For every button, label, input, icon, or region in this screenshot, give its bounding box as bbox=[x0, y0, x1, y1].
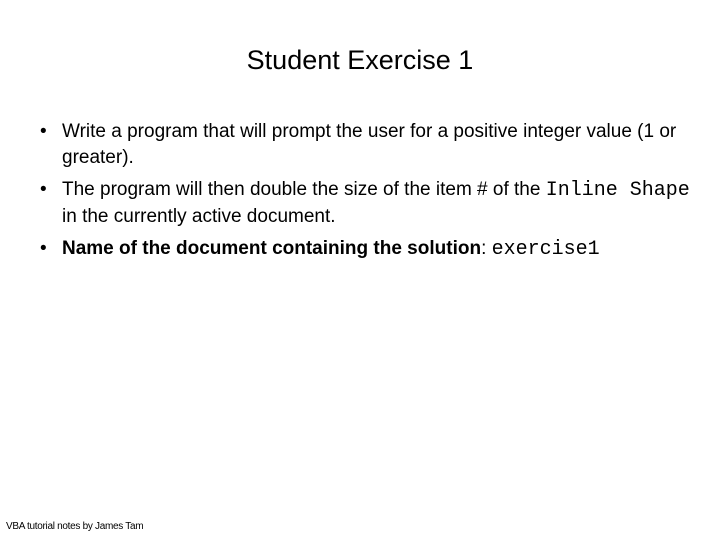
bullet-list bbox=[40, 119, 690, 269]
bullet-dot-icon: • bbox=[40, 179, 47, 200]
bullet-dot-icon: • bbox=[40, 121, 47, 142]
bullet-dot-icon: • bbox=[40, 238, 47, 259]
bullet-item-1 bbox=[40, 119, 690, 171]
bullet-item-2 bbox=[40, 177, 690, 230]
solution-separator: : bbox=[481, 238, 492, 259]
bullet-text: Write a program that will prompt the user for a positive integer value (1 or greater). bbox=[62, 121, 677, 168]
bullet-text-after: in the currently active document. bbox=[62, 206, 336, 227]
solution-label: Name of the document containing the solution bbox=[62, 238, 482, 259]
code-inline-shape: Inline Shape bbox=[545, 179, 690, 202]
slide-title: Student Exercise 1 bbox=[246, 45, 474, 75]
slide-footer: VBA tutorial notes by James Tam bbox=[6, 521, 144, 532]
bullet-item-3 bbox=[40, 236, 690, 263]
bullet-text-before: The program will then double the size of the item # of the bbox=[62, 179, 546, 200]
solution-filename: exercise1 bbox=[491, 238, 600, 261]
